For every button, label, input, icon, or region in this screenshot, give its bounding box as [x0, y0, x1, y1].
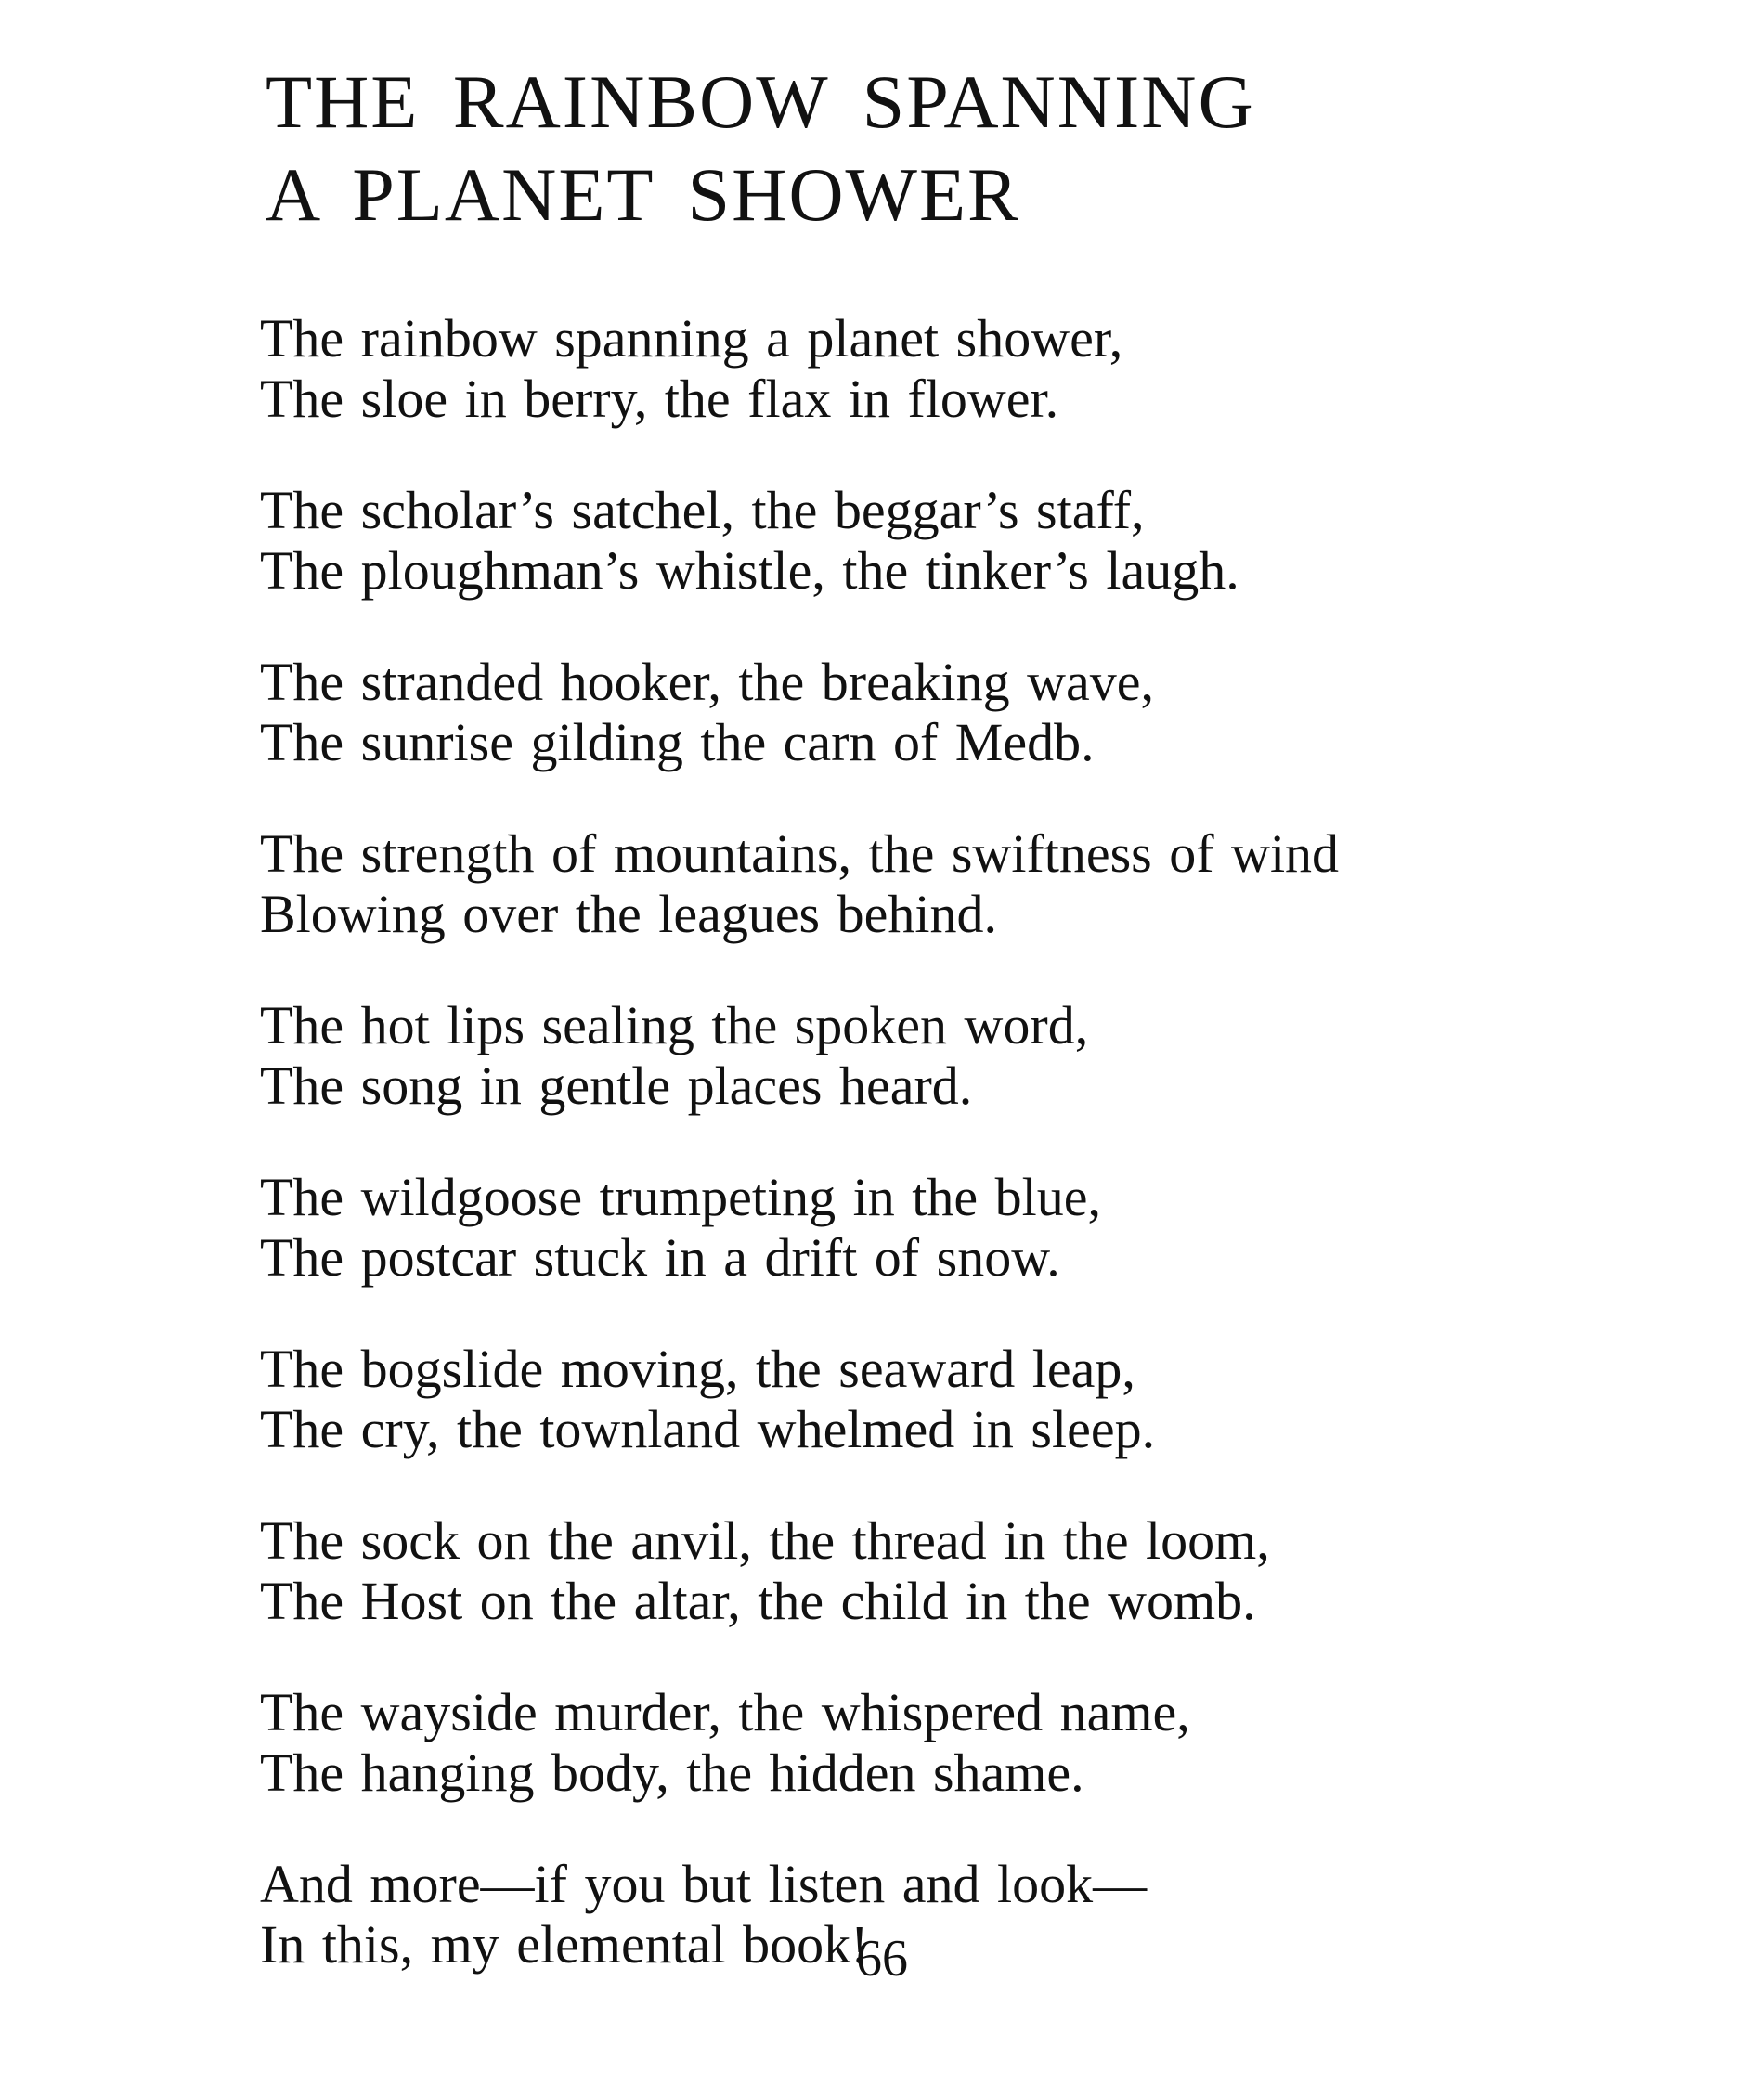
verse-line: The hanging body, the hidden shame.: [260, 1742, 1084, 1803]
verse-line: The bogslide moving, the seaward leap,: [260, 1339, 1135, 1399]
verse-line: The stranded hooker, the breaking wave,: [260, 652, 1155, 712]
verse-line: And more—if you but listen and look—: [260, 1854, 1148, 1914]
stanza-10: [260, 1854, 1708, 1975]
verse-line: The strength of mountains, the swiftness of wind: [260, 823, 1340, 884]
verse-line: The wayside murder, the whispered name,: [260, 1682, 1190, 1742]
stanza-2: [260, 480, 1708, 601]
verse-line: The wildgoose trumpeting in the blue,: [260, 1167, 1101, 1227]
stanza-1: [260, 308, 1708, 429]
stanza-8: [260, 1510, 1708, 1631]
verse-line: The Host on the altar, the child in the womb.: [260, 1571, 1256, 1631]
stanza-4: [260, 823, 1708, 944]
verse-line: The hot lips sealing the spoken word,: [260, 995, 1089, 1055]
title-line-2: A PLANET SHOWER: [266, 152, 1020, 237]
stanza-6: [260, 1167, 1708, 1288]
verse-line: The sunrise gilding the carn of Medb.: [260, 712, 1095, 772]
verse-line: The rainbow spanning a planet shower,: [260, 308, 1123, 369]
poem-body: [260, 308, 1708, 2026]
stanza-7: [260, 1339, 1708, 1459]
poem-title: [266, 56, 1658, 241]
verse-line: The scholar’s satchel, the beggar’s staff,: [260, 480, 1145, 540]
verse-line: In this, my elemental book!: [260, 1914, 869, 1975]
verse-line: The cry, the townland whelmed in sleep.: [260, 1399, 1156, 1459]
verse-line: The postcar stuck in a drift of snow.: [260, 1227, 1060, 1288]
verse-line: The song in gentle places heard.: [260, 1055, 973, 1116]
verse-line: The sock on the anvil, the thread in the loom,: [260, 1510, 1270, 1571]
title-line-1: THE RAINBOW SPANNING: [266, 59, 1255, 144]
stanza-9: [260, 1682, 1708, 1803]
verse-line: The sloe in berry, the flax in flower.: [260, 369, 1059, 429]
verse-line: Blowing over the leagues behind.: [260, 884, 997, 944]
page-number: 66: [856, 1930, 908, 1988]
verse-line: The ploughman’s whistle, the tinker’s laugh.: [260, 540, 1239, 601]
stanza-3: [260, 652, 1708, 772]
stanza-5: [260, 995, 1708, 1116]
